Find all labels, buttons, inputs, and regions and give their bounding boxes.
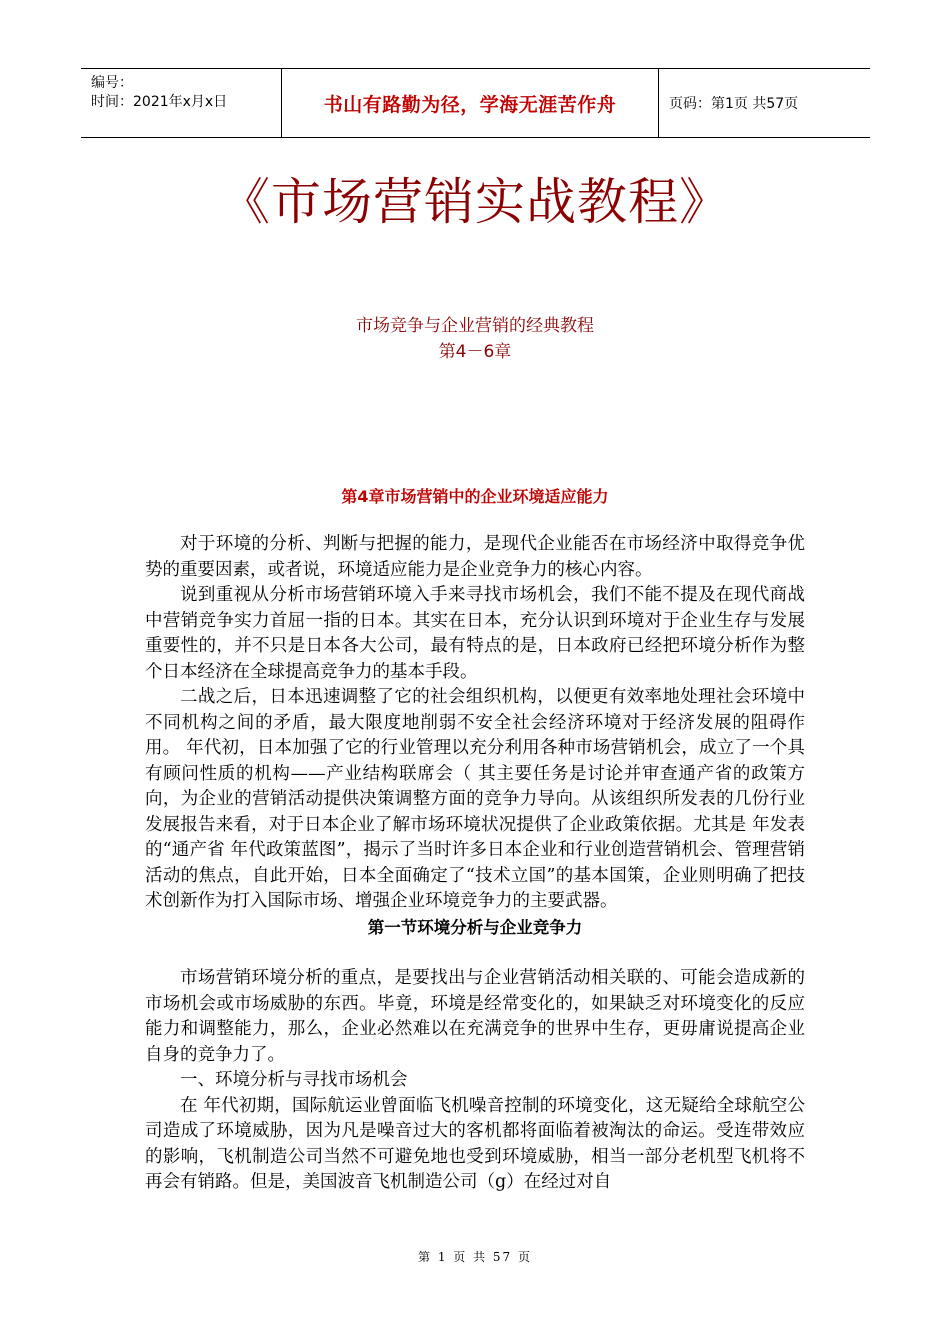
header-table	[81, 68, 870, 138]
document-subtitle: 市场竞争与企业营销的经典教程	[356, 316, 594, 336]
body-text	[145, 532, 805, 1196]
paragraph: 二战之后，日本迅速调整了它的社会组织机构，以便更有效率地处理社会环境中不同机构之间的矛盾，最大限度地削弱不安全社会经济环境对于经济发展的阻碍作用。 年代初，日本加强了它的行业管理以充分利用各种市场营销机会，成立了一个具有顾问性质的机构——产业结构联席会（ 其主要任务是讨论并审查通产省的政策方向，为企业的营销活动提供决策调整方面的竞争力导向。从该组织所发表的几份行业发展报告来看，对于日本企业了解市场环境状况提供了企业政策依据。尤其是 年发表的“通产省 年代政策蓝图”，揭示了当时许多日本企业和行业创造营销机会、管理营销活动的焦点，自此开始，日本全面确定了“技术立国”的基本国策，企业则明确了把技术创新作为打入国际市场、增强企业环境竞争力的主要武器。	[145, 687, 805, 911]
motto-text: 书山有路勤为径，学海无涯苦作舟	[323, 93, 617, 116]
chapter-range: 第4－6章	[438, 342, 512, 362]
chapter-heading: 第4章市场营销中的企业环境适应能力	[341, 487, 609, 506]
time-label: 时间：2021年x月x日	[91, 94, 228, 110]
spacer	[145, 940, 805, 966]
paragraph: 说到重视从分析市场营销环境入手来寻找市场机会，我们不能不提及在现代商战中营销竞争实力首屈一指的日本。其实在日本，充分认识到环境对于企业生存与发展重要性的，并不只是日本各大公司，最有特点的是，日本政府已经把环境分析作为整个日本经济在全球提高竞争力的基本手段。	[145, 585, 805, 682]
header-motto-cell	[282, 69, 659, 137]
section-heading: 第一节环境分析与企业竞争力	[367, 917, 583, 937]
document-title: 《市场营销实战教程》	[220, 173, 730, 231]
paragraph: 对于环境的分析、判断与把握的能力，是现代企业能否在市场经济中取得竞争优势的重要因素，或者说，环境适应能力是企业竞争力的核心内容。	[145, 534, 805, 580]
header-meta-cell	[81, 69, 282, 137]
number-label: 编号：	[91, 75, 133, 91]
paragraph: 市场营销环境分析的重点，是要找出与企业营销活动相关联的、可能会造成新的市场机会或市场威胁的东西。毕竟，环境是经常变化的，如果缺乏对环境变化的反应能力和调整能力，那么，企业必然难以在充满竞争的世界中生存，更毋庸说提高企业自身的竞争力了。	[145, 968, 805, 1065]
page-footer: 第 1 页 共 57 页	[418, 1250, 532, 1264]
header-page-info: 页码：第1页 共57页	[669, 96, 799, 112]
subsection-heading: 一、环境分析与寻找市场机会	[180, 1070, 408, 1090]
paragraph: 在 年代初期，国际航运业曾面临飞机噪音控制的环境变化，这无疑给全球航空公司造成了环境威胁，因为凡是噪音过大的客机都将面临着被淘汰的命运。受连带效应的影响，飞机制造公司当然不可避免地也受到环境威胁，相当一部分老机型飞机将不再会有销路。但是，美国波音飞机制造公司（g）在经过对自	[145, 1095, 805, 1192]
